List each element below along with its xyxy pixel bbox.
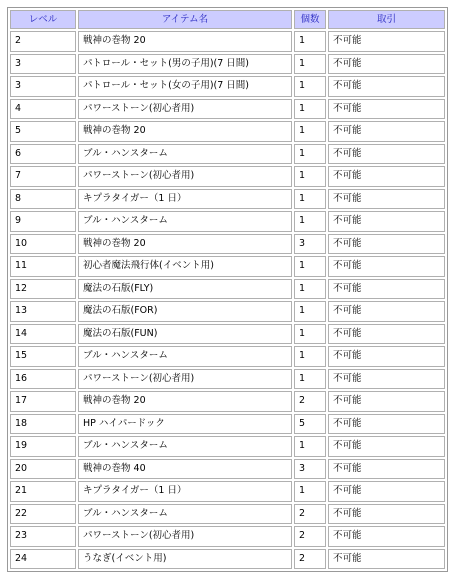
cell-quantity: 1	[294, 369, 326, 390]
table-row	[10, 54, 445, 75]
cell-level: 22	[10, 504, 76, 525]
cell-level: 9	[10, 211, 76, 232]
table-row	[10, 166, 445, 187]
table-row	[10, 211, 445, 232]
cell-level: 7	[10, 166, 76, 187]
cell-quantity: 1	[294, 301, 326, 322]
cell-item-name: 戦神の巻物 40	[78, 459, 292, 480]
cell-trade: 不可能	[328, 76, 445, 97]
table-header-row	[10, 10, 445, 29]
cell-quantity: 1	[294, 324, 326, 345]
cell-item-name: ブル・ハンスターム	[78, 436, 292, 457]
cell-level: 6	[10, 144, 76, 165]
cell-quantity: 1	[294, 279, 326, 300]
cell-level: 20	[10, 459, 76, 480]
table-row	[10, 99, 445, 120]
cell-item-name: パワーストーン(初心者用)	[78, 369, 292, 390]
cell-level: 2	[10, 31, 76, 52]
cell-level: 12	[10, 279, 76, 300]
cell-trade: 不可能	[328, 234, 445, 255]
table-row	[10, 144, 445, 165]
cell-level: 23	[10, 526, 76, 547]
cell-trade: 不可能	[328, 31, 445, 52]
header-quantity: 個数	[294, 10, 326, 29]
cell-level: 3	[10, 54, 76, 75]
cell-level: 21	[10, 481, 76, 502]
cell-item-name: パワーストーン(初心者用)	[78, 526, 292, 547]
cell-quantity: 1	[294, 144, 326, 165]
cell-quantity: 5	[294, 414, 326, 435]
table-row	[10, 481, 445, 502]
cell-level: 18	[10, 414, 76, 435]
table-row	[10, 301, 445, 322]
cell-trade: 不可能	[328, 189, 445, 210]
cell-trade: 不可能	[328, 166, 445, 187]
cell-quantity: 1	[294, 481, 326, 502]
table-row	[10, 31, 445, 52]
table-row	[10, 391, 445, 412]
cell-item-name: ブル・ハンスターム	[78, 211, 292, 232]
cell-level: 5	[10, 121, 76, 142]
cell-item-name: ブル・ハンスターム	[78, 346, 292, 367]
cell-level: 19	[10, 436, 76, 457]
cell-item-name: うなぎ(イベント用)	[78, 549, 292, 570]
cell-item-name: 魔法の石版(FOR)	[78, 301, 292, 322]
cell-level: 4	[10, 99, 76, 120]
cell-item-name: 魔法の石版(FLY)	[78, 279, 292, 300]
cell-level: 3	[10, 76, 76, 97]
cell-trade: 不可能	[328, 369, 445, 390]
cell-level: 14	[10, 324, 76, 345]
cell-trade: 不可能	[328, 414, 445, 435]
cell-trade: 不可能	[328, 504, 445, 525]
cell-quantity: 1	[294, 166, 326, 187]
table-row	[10, 346, 445, 367]
cell-level: 17	[10, 391, 76, 412]
cell-trade: 不可能	[328, 121, 445, 142]
cell-item-name: キプラタイガー（1 日）	[78, 481, 292, 502]
cell-quantity: 1	[294, 256, 326, 277]
cell-trade: 不可能	[328, 391, 445, 412]
cell-quantity: 1	[294, 54, 326, 75]
cell-trade: 不可能	[328, 211, 445, 232]
cell-item-name: HP ハイパードック	[78, 414, 292, 435]
table-row	[10, 504, 445, 525]
cell-quantity: 1	[294, 76, 326, 97]
cell-trade: 不可能	[328, 526, 445, 547]
cell-trade: 不可能	[328, 481, 445, 502]
cell-quantity: 2	[294, 504, 326, 525]
cell-level: 13	[10, 301, 76, 322]
header-trade: 取引	[328, 10, 445, 29]
cell-quantity: 1	[294, 31, 326, 52]
table-row	[10, 279, 445, 300]
cell-quantity: 1	[294, 436, 326, 457]
table-row	[10, 549, 445, 570]
cell-item-name: パワーストーン(初心者用)	[78, 99, 292, 120]
cell-trade: 不可能	[328, 279, 445, 300]
table-row	[10, 459, 445, 480]
cell-item-name: 戦神の巻物 20	[78, 234, 292, 255]
cell-quantity: 1	[294, 99, 326, 120]
cell-item-name: パワーストーン(初心者用)	[78, 166, 292, 187]
cell-trade: 不可能	[328, 301, 445, 322]
cell-item-name: ブル・ハンスターム	[78, 144, 292, 165]
table-row	[10, 189, 445, 210]
cell-trade: 不可能	[328, 256, 445, 277]
cell-quantity: 3	[294, 459, 326, 480]
cell-level: 16	[10, 369, 76, 390]
table-row	[10, 526, 445, 547]
table-row	[10, 324, 445, 345]
cell-level: 15	[10, 346, 76, 367]
cell-level: 10	[10, 234, 76, 255]
cell-quantity: 2	[294, 526, 326, 547]
cell-item-name: 戦神の巻物 20	[78, 31, 292, 52]
cell-quantity: 1	[294, 189, 326, 210]
header-item-name: アイテム名	[78, 10, 292, 29]
cell-trade: 不可能	[328, 99, 445, 120]
cell-item-name: パトロール・セット(女の子用)(7 日間)	[78, 76, 292, 97]
table-row	[10, 436, 445, 457]
table-row	[10, 414, 445, 435]
cell-item-name: 魔法の石版(FUN)	[78, 324, 292, 345]
cell-quantity: 2	[294, 391, 326, 412]
cell-item-name: 戦神の巻物 20	[78, 391, 292, 412]
cell-trade: 不可能	[328, 459, 445, 480]
cell-quantity: 1	[294, 121, 326, 142]
table-row	[10, 121, 445, 142]
cell-trade: 不可能	[328, 549, 445, 570]
cell-trade: 不可能	[328, 436, 445, 457]
cell-item-name: パトロール・セット(男の子用)(7 日間)	[78, 54, 292, 75]
cell-item-name: キプラタイガー（1 日）	[78, 189, 292, 210]
cell-quantity: 2	[294, 549, 326, 570]
table-row	[10, 256, 445, 277]
cell-quantity: 1	[294, 346, 326, 367]
cell-trade: 不可能	[328, 346, 445, 367]
table-row	[10, 76, 445, 97]
header-level: レベル	[10, 10, 76, 29]
cell-level: 24	[10, 549, 76, 570]
cell-level: 8	[10, 189, 76, 210]
table-row	[10, 369, 445, 390]
cell-quantity: 1	[294, 211, 326, 232]
reward-items-table	[7, 7, 448, 572]
table-row	[10, 234, 445, 255]
cell-trade: 不可能	[328, 54, 445, 75]
cell-level: 11	[10, 256, 76, 277]
cell-item-name: 戦神の巻物 20	[78, 121, 292, 142]
cell-item-name: ブル・ハンスターム	[78, 504, 292, 525]
cell-item-name: 初心者魔法飛行体(イベント用)	[78, 256, 292, 277]
cell-trade: 不可能	[328, 324, 445, 345]
table-body	[10, 31, 445, 569]
cell-quantity: 3	[294, 234, 326, 255]
cell-trade: 不可能	[328, 144, 445, 165]
